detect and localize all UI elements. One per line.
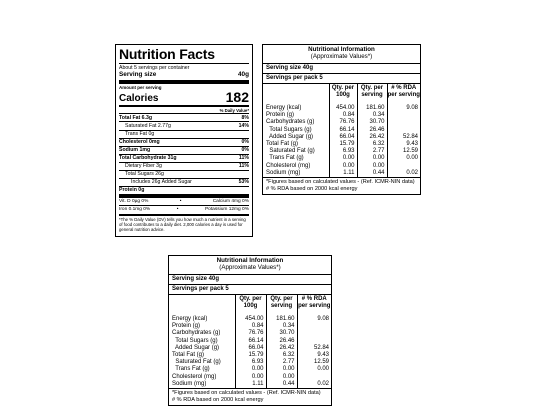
table-row: [169, 316, 331, 323]
table-row: [169, 366, 331, 373]
nutrient-row: [119, 113, 249, 121]
nutrient-name: Trans Fat (g): [266, 155, 304, 162]
rda-per-serving: 0.02: [297, 381, 331, 388]
nutrient-list: [119, 113, 249, 193]
nutrient-label: Saturated Fat 2.77g: [125, 122, 171, 129]
rda-per-serving: [387, 112, 420, 119]
table-row: [263, 148, 420, 155]
nutrient-label: Total Sugars 26g: [125, 170, 164, 177]
table-row: [263, 112, 420, 119]
vitamin-row: [119, 205, 249, 213]
rda-per-serving: 0.00: [297, 366, 331, 373]
qty-per-100g: 0.00: [329, 155, 357, 162]
nutrient-name: Sodium (mg): [172, 380, 207, 387]
nutrient-name: Protein (g): [266, 112, 295, 119]
footnote-rda: # % RDA based on 2000 kcal energy: [266, 185, 358, 192]
nutrient-label: Trans Fat 0g: [125, 130, 155, 137]
nutrient-row: [119, 146, 249, 154]
nutrient-daily-value: 14%: [238, 122, 249, 129]
qty-per-serving: 0.44: [357, 170, 387, 177]
nutrient-name: Carbohydrates (g): [266, 119, 315, 126]
vitamin-right: Calcium 4mg 0%: [212, 199, 249, 205]
nutrient-name: Total Fat (g): [172, 351, 205, 358]
qty-per-serving: 26.46: [266, 338, 297, 345]
vitamin-left: Iron 0.1mg 0%: [119, 206, 151, 212]
table-row: [263, 127, 420, 134]
qty-per-100g: 76.76: [235, 330, 266, 337]
table-row: [169, 359, 331, 366]
nutrient-name: Trans Fat (g): [172, 366, 210, 373]
nutrient-row: [119, 130, 249, 138]
nutrient-daily-value: 11%: [238, 162, 249, 169]
qty-per-100g: 0.84: [235, 323, 266, 330]
nutrient-row: [119, 178, 249, 186]
qty-per-serving: 6.32: [357, 141, 387, 148]
nutrition-info-rows: [169, 311, 331, 388]
nutrient-name: Sodium (mg): [266, 169, 301, 176]
qty-per-serving: 0.00: [266, 374, 297, 381]
nutrition-info-panel-top: [262, 44, 421, 195]
nutrition-info-table: [263, 83, 420, 177]
nutrient-name: Total Sugars (g): [172, 337, 218, 344]
qty-per-100g: 454.00: [329, 105, 357, 112]
nutrient-daily-value: 0%: [241, 138, 249, 145]
qty-per-100g: 66.04: [329, 134, 357, 141]
table-row: [169, 330, 331, 337]
qty-per-serving: 2.77: [357, 148, 387, 155]
table-row: [169, 338, 331, 345]
table-row: [263, 155, 420, 162]
nutrient-name: Cholesterol (mg): [172, 373, 217, 380]
amount-per-serving-label: Amount per serving: [119, 84, 162, 90]
qty-per-100g: 66.14: [329, 127, 357, 134]
qty-per-100g: 1.11: [235, 381, 266, 388]
table-row: [263, 134, 420, 141]
servings-per-pack: Servings per pack 5: [263, 73, 420, 83]
nutrient-name: Total Fat (g): [266, 140, 299, 147]
table-row: [169, 352, 331, 359]
nutrient-label: Total Fat 6.3g: [119, 114, 153, 121]
qty-per-100g: 15.79: [235, 352, 266, 359]
rda-per-serving: 9.08: [297, 316, 331, 323]
qty-per-serving: 0.00: [266, 366, 297, 373]
column-header-per-serving: Qty. per serving: [357, 84, 387, 100]
vitamin-left: Vit. D 0µg 0%: [119, 199, 149, 205]
qty-per-serving: 26.46: [357, 127, 387, 134]
qty-per-serving: 0.34: [266, 323, 297, 330]
rda-per-serving: [387, 127, 420, 134]
vitamin-list: [119, 199, 249, 213]
nutrient-row: [119, 170, 249, 178]
calories-label: Calories: [119, 93, 159, 105]
nutrient-label: Includes 26g Added Sugar: [131, 178, 192, 185]
table-row: [169, 374, 331, 381]
nutrition-info-panel-bottom: [168, 255, 332, 406]
qty-per-serving: 181.60: [357, 105, 387, 112]
rda-per-serving: 9.43: [297, 352, 331, 359]
column-header-per-100g: Qty. per 100g: [329, 84, 357, 100]
qty-per-100g: 0.00: [329, 163, 357, 170]
nutrition-info-rows: [263, 100, 420, 177]
table-row: [169, 345, 331, 352]
rda-per-serving: 52.84: [387, 134, 420, 141]
nutrient-row: [119, 121, 249, 129]
column-header-nutrient: [169, 295, 235, 311]
nutrient-row: [119, 138, 249, 146]
serving-size-row: [119, 71, 249, 79]
rda-per-serving: [387, 119, 420, 126]
rda-per-serving: 0.00: [387, 155, 420, 162]
footnote-rda: # % RDA based on 2000 kcal energy: [172, 396, 264, 403]
nutrition-info-footnote: [169, 388, 331, 405]
table-row: [263, 170, 420, 177]
qty-per-100g: 66.14: [235, 338, 266, 345]
nutrient-row: [119, 162, 249, 170]
nutrient-label: Total Carbohydrate 31g: [119, 154, 177, 161]
table-row: [169, 323, 331, 330]
footnote-icmr: *Figures based on calculated values - (Ref. ICMR-NIN data): [172, 389, 321, 396]
nutrient-name: Energy (kcal): [266, 105, 302, 112]
nutrition-facts-title: Nutrition Facts: [119, 46, 215, 62]
column-header-rda: # % RDA per serving: [387, 85, 420, 99]
servings-per-container: About 5 servings per container: [119, 65, 190, 71]
qty-per-100g: 0.00: [235, 366, 266, 373]
rda-per-serving: [387, 163, 420, 170]
serving-size-label: Serving size: [119, 71, 157, 79]
nutrient-name: Carbohydrates (g): [172, 330, 221, 337]
qty-per-100g: 0.84: [329, 112, 357, 119]
nutrient-name: Saturated Fat (g): [172, 359, 221, 366]
nutrition-info-footnote: [263, 177, 420, 194]
rda-per-serving: [297, 374, 331, 381]
nutrition-info-subtitle: (Approximate Values*): [219, 264, 281, 272]
daily-value-footnote: *The % Daily Value (DV) tells you how much a nutrient in a serving of food contributes to a daily diet. 2,000 calories a day is used for general nutrition advice.: [119, 216, 246, 233]
nutrition-info-title: Nutritional Information: [308, 46, 375, 53]
column-header-per-100g: Qty. per 100g: [235, 295, 266, 311]
rda-per-serving: 12.59: [297, 359, 331, 366]
nutrient-label: Cholesterol 0mg: [119, 138, 160, 145]
qty-per-serving: 26.42: [266, 345, 297, 352]
qty-per-serving: 181.60: [266, 316, 297, 323]
nutrition-info-title: Nutritional Information: [216, 257, 284, 264]
rda-per-serving: 12.59: [387, 148, 420, 155]
rda-per-serving: 52.84: [297, 345, 331, 352]
table-row: [169, 381, 331, 388]
qty-per-serving: 0.44: [266, 381, 297, 388]
servings-per-pack: Servings per pack 5: [169, 284, 331, 294]
daily-value-header: % Daily Value*: [219, 108, 249, 114]
qty-per-100g: 15.79: [329, 141, 357, 148]
rda-per-serving: [297, 323, 331, 330]
column-header-rda: # % RDA per serving: [298, 296, 331, 310]
qty-per-serving: 30.70: [266, 330, 297, 337]
qty-per-100g: 6.93: [235, 359, 266, 366]
vitamin-right: Potassium 12mg 0%: [204, 206, 249, 212]
rda-per-serving: 0.02: [387, 170, 420, 177]
qty-per-100g: 0.00: [235, 374, 266, 381]
nutrient-name: Total Sugars (g): [266, 126, 312, 133]
rda-per-serving: 9.43: [387, 141, 420, 148]
nutrient-name: Protein (g): [172, 323, 201, 330]
qty-per-serving: 0.00: [357, 155, 387, 162]
qty-per-100g: 454.00: [235, 316, 266, 323]
qty-per-100g: 76.76: [329, 119, 357, 126]
table-row: [263, 163, 420, 170]
nutrient-daily-value: 53%: [238, 178, 249, 185]
qty-per-serving: 30.70: [357, 119, 387, 126]
qty-per-serving: 0.00: [357, 163, 387, 170]
nutrition-info-subtitle: (Approximate Values*): [310, 53, 373, 61]
qty-per-100g: 66.04: [235, 345, 266, 352]
vitamin-sep: •: [179, 199, 182, 205]
table-row: [263, 119, 420, 126]
serving-size: Serving size 40g: [263, 63, 420, 73]
column-header-per-serving: Qty. per serving: [266, 295, 297, 311]
nutrient-name: Energy (kcal): [172, 316, 208, 323]
table-row: [263, 105, 420, 112]
nutrition-info-table: [169, 294, 331, 388]
calories-row: [119, 90, 249, 104]
serving-size: Serving size 40g: [169, 274, 331, 284]
nutrient-name: Added Sugar (g): [266, 133, 314, 140]
rda-per-serving: [297, 330, 331, 337]
nutrient-name: Saturated Fat (g): [266, 148, 315, 155]
nutrition-facts-panel: [115, 44, 253, 237]
nutrient-label: Dietary Fiber 3g: [125, 162, 162, 169]
nutrient-daily-value: 0%: [241, 146, 249, 153]
rda-per-serving: [297, 338, 331, 345]
table-row: [263, 141, 420, 148]
calories-value: 182: [225, 89, 249, 106]
column-header-nutrient: [263, 84, 329, 100]
qty-per-serving: 2.77: [266, 359, 297, 366]
nutrient-name: Cholesterol (mg): [266, 162, 311, 169]
qty-per-100g: 1.11: [329, 170, 357, 177]
nutrient-daily-value: 11%: [238, 154, 249, 161]
rda-per-serving: 9.08: [387, 105, 420, 112]
nutrient-row: [119, 154, 249, 162]
vitamin-sep: •: [176, 206, 179, 212]
nutrient-label: Sodium 1mg: [119, 146, 151, 153]
nutrient-name: Added Sugar (g): [172, 344, 220, 351]
qty-per-100g: 6.93: [329, 148, 357, 155]
qty-per-serving: 26.42: [357, 134, 387, 141]
nutrient-label: Protein 0g: [119, 187, 145, 193]
nutrient-row: [119, 186, 249, 194]
qty-per-serving: 0.34: [357, 112, 387, 119]
footnote-icmr: *Figures based on calculated values - (Ref. ICMR-NIN data): [266, 178, 415, 185]
nutrient-daily-value: 8%: [241, 114, 249, 121]
serving-size-value: 40g: [237, 71, 249, 79]
qty-per-serving: 6.32: [266, 352, 297, 359]
